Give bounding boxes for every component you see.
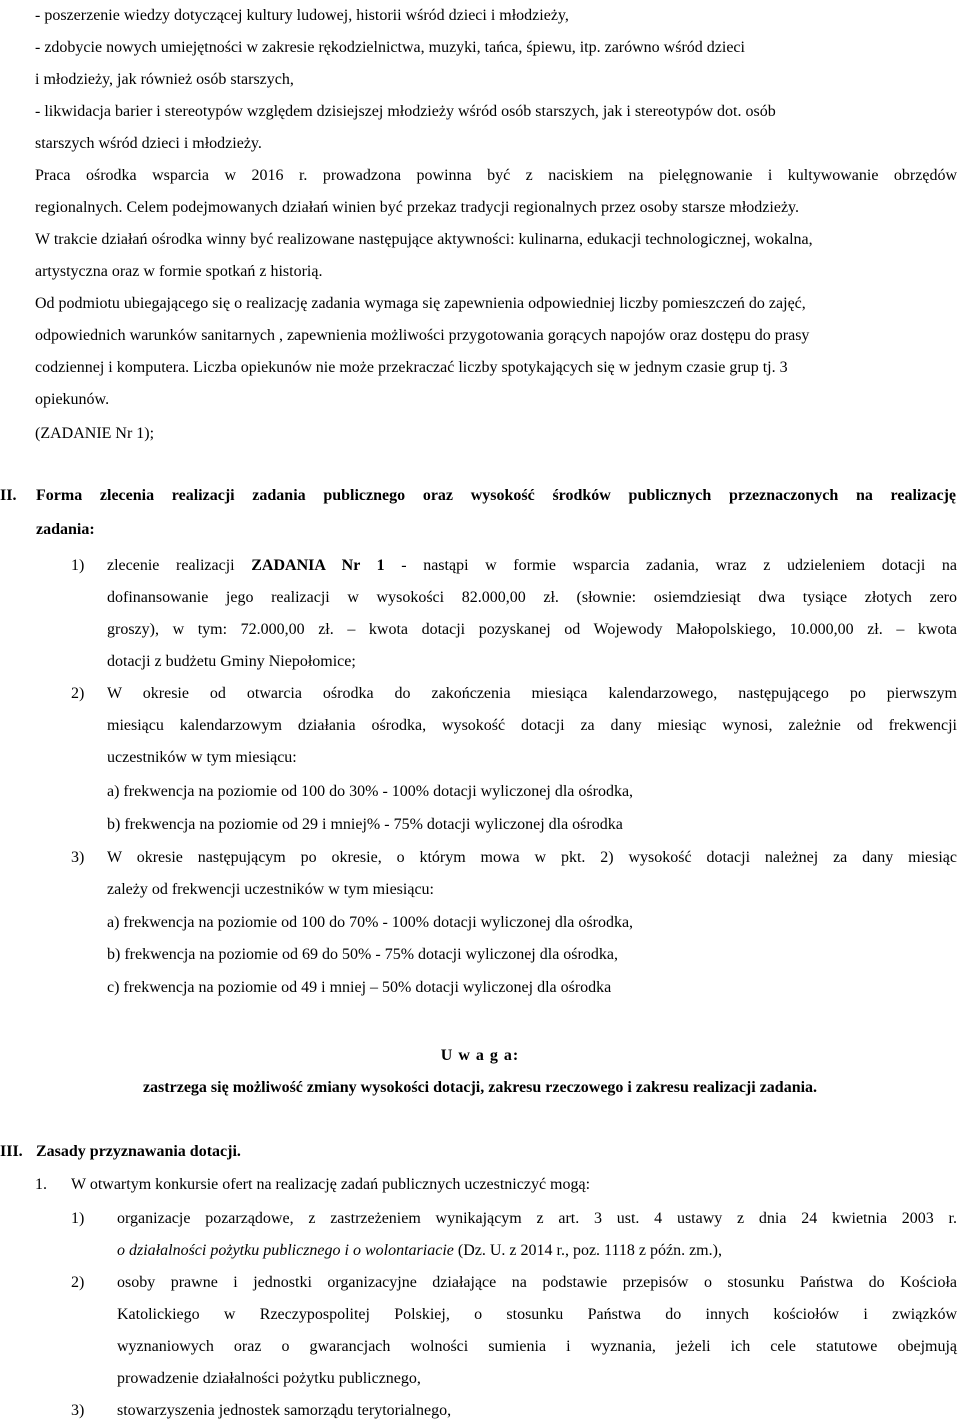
item-1-line-2: dofinansowanie jego realizacji w wysokości 82.000,00 zł. (słownie: osiemdziesiąt dwa tysiące złotych zero [107,589,957,606]
item-3-sub-a: a) frekwencja na poziomie od 100 do 70% - 100% dotacji wyliczonej dla ośrodka, [107,914,634,931]
paragraph-1-text: W otwartym konkursie ofert na realizację zadań publicznych uczestniczyć mogą: [71,1176,591,1193]
entity-1-line-2: o działalności pożytku publicznego i o wolontariacie (Dz. U. z 2014 r., poz. 1118 z późn. zm.), [117,1242,722,1259]
task-reference: (ZADANIE Nr 1); [35,425,155,442]
item-3-line-2: zależy od frekwencji uczestników w tym miesiącu: [107,881,434,898]
item-2-sub-a: a) frekwencja na poziomie od 100 do 30% - 100% dotacji wyliczonej dla ośrodka, [107,783,634,800]
entity-2-line-2: Katolickiego w Rzeczypospolitej Polskiej, o stosunku Państwa do innych kościołów i związków [117,1306,957,1323]
entity-2-line-4: prowadzenie działalności pożytku publicznego, [117,1370,421,1387]
paragraph-number: 1. [35,1176,47,1193]
item-3-sub-c: c) frekwencja na poziomie od 49 i mniej – 50% dotacji wyliczonej dla ośrodka [107,979,612,996]
item-number: 3) [71,849,85,866]
item-1-line-3: groszy), w tym: 72.000,00 zł. – kwota dotacji pozyskanej od Wojewody Małopolskiego, 10.000,00 zł. – kwota [107,621,957,638]
intro-line-3: i młodzieży, jak również osób starszych, [35,71,294,88]
section-2-number: II. [0,487,17,504]
entity-1-line-1: organizacje pozarządowe, z zastrzeżeniem wynikającym z art. 3 ust. 4 ustawy z dnia 24 kwietnia 2003 r. [117,1210,957,1227]
item-number: 1) [71,557,85,574]
section-3-number: III. [0,1143,23,1160]
item-3-sub-b: b) frekwencja na poziomie od 69 do 50% - 75% dotacji wyliczonej dla ośrodka, [107,946,618,963]
note-title: U w a g a: [440,1047,520,1064]
intro-line-6: Praca ośrodka wsparcia w 2016 r. prowadzona powinna być z naciskiem na pielęgnowanie i kultywowanie obrzędów [35,167,957,184]
section-2-heading-cont: zadania: [36,521,95,538]
item-2-sub-b: b) frekwencja na poziomie od 29 i mniej% - 75% dotacji wyliczonej dla ośrodka [107,816,623,833]
item-1-line-4: dotacji z budżetu Gminy Niepołomice; [107,653,356,670]
item-3-line-1: W okresie następującym po okresie, o którym mowa w pkt. 2) wysokość dotacji należnej za dany miesiąc [107,849,957,866]
intro-line-13: opiekunów. [35,391,110,408]
entity-2-line-3: wyznaniowych oraz o gwarancjach wolności sumienia i wyznania, jeżeli ich cele statutowe obejmują [117,1338,957,1355]
intro-line-11: odpowiednich warunków sanitarnych , zapewnienia możliwości przygotowania gorących napojów oraz dostępu do prasy [35,327,810,344]
section-3-heading: Zasady przyznawania dotacji. [36,1143,241,1160]
intro-line-12: codziennej i komputera. Liczba opiekunów nie może przekraczać liczby spotykających się w jednym czasie grup tj. 3 [35,359,788,376]
intro-line-8: W trakcie działań ośrodka winny być realizowane następujące aktywności: kulinarna, edukacji technologicznej, wokalna, [35,231,813,248]
intro-line-7: regionalnych. Celem podejmowanych działań winien być przekaz tradycji regionalnych przez osoby starsze młodzieży. [35,199,799,216]
entity-2-line-1: osoby prawne i jednostki organizacyjne działające na podstawie przepisów o stosunku Państwa do Kościoła [117,1274,957,1291]
intro-line-4: - likwidacja barier i stereotypów względem dzisiejszej młodzieży wśród osób starszych, jak i stereotypów dot. osób [35,103,776,120]
intro-line-2: - zdobycie nowych umiejętności w zakresie rękodzielnictwa, muzyki, tańca, śpiewu, itp. zarówno wśród dzieci [35,39,745,56]
item-number: 2) [71,685,85,702]
note-text: zastrzega się możliwość zmiany wysokości dotacji, zakresu rzeczowego i zakresu realizacji zadania. [142,1079,818,1096]
item-number: 2) [71,1274,85,1291]
item-2-line-1: W okresie od otwarcia ośrodka do zakończenia miesiąca kalendarzowego, następującego po pierwszym [107,685,957,702]
item-number: 1) [71,1210,85,1227]
entity-3-line-1: stowarzyszenia jednostek samorządu terytorialnego, [117,1402,452,1419]
item-number: 3) [71,1402,85,1419]
section-2-heading: Forma zlecenia realizacji zadania publicznego oraz wysokość środków publicznych przeznaczonych na realizację [36,487,956,504]
intro-line-5: starszych wśród dzieci i młodzieży. [35,135,262,152]
intro-line-9: artystyczna oraz w formie spotkań z historią. [35,263,323,280]
item-2-line-3: uczestników w tym miesiącu: [107,749,297,766]
intro-line-10: Od podmiotu ubiegającego się o realizację zadania wymaga się zapewnienia odpowiedniej liczby pomieszczeń do zajęć, [35,295,806,312]
item-1-line-1: zlecenie realizacji ZADANIA Nr 1 - nastąpi w formie wsparcia zadania, wraz z udzieleniem dotacji na [107,557,958,574]
item-2-line-2: miesiącu kalendarzowym działania ośrodka, wysokość dotacji za dany miesiąc wynosi, zależnie od frekwencji [107,717,957,734]
intro-line-1: - poszerzenie wiedzy dotyczącej kultury ludowej, historii wśród dzieci i młodzieży, [35,7,569,24]
